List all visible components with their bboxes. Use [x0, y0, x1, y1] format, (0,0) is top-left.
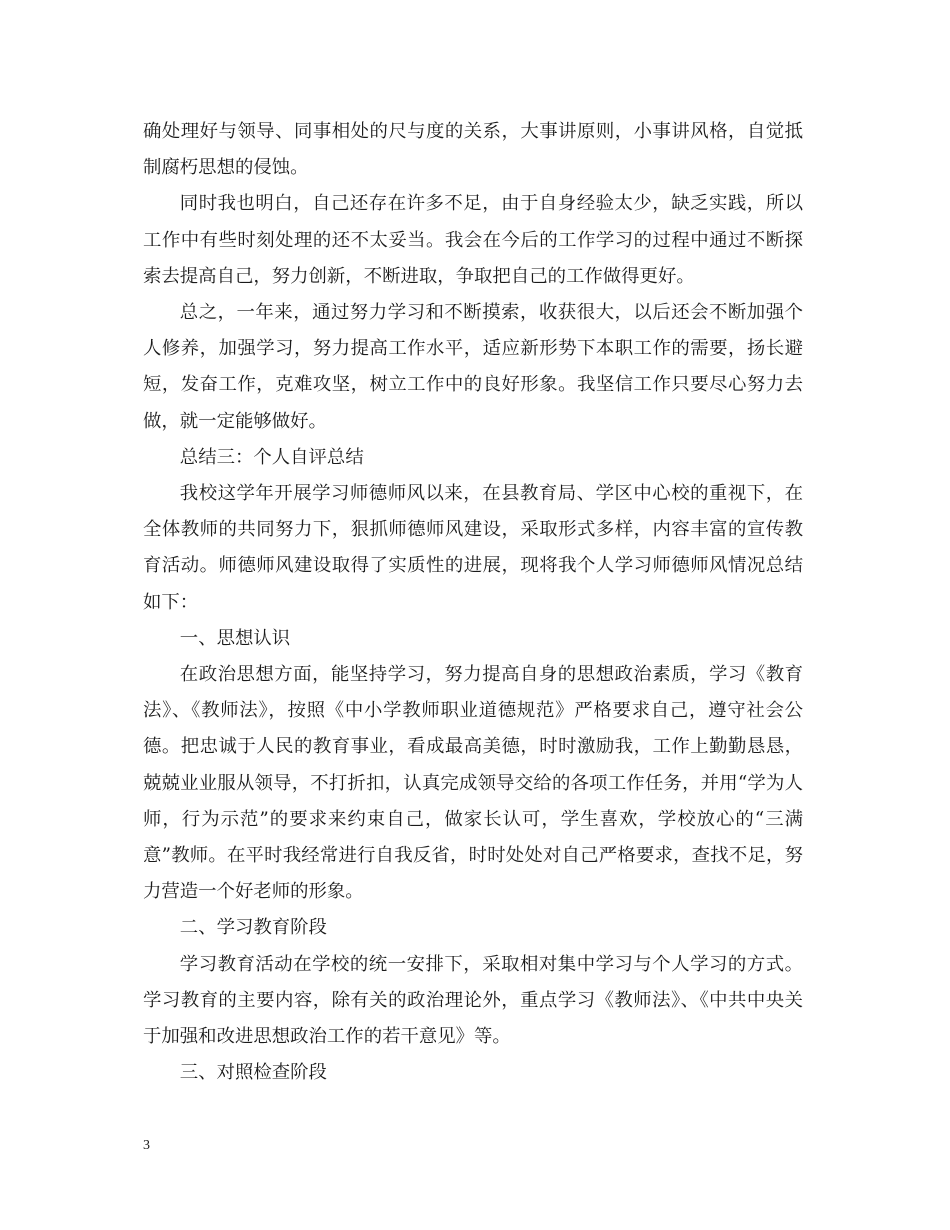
section-heading-review-phase: 三、对照检查阶段 — [179, 1062, 327, 1084]
section-heading-study-phase: 二、学习教育阶段 — [179, 917, 327, 939]
paragraph-1: 确处理好与领导、同事相处的尺与度的关系，大事讲原则，小事讲风格，自觉抵制腐朽思想的侵蚀。 — [143, 121, 803, 179]
page-number: 3 — [143, 1138, 150, 1153]
paragraph-9: 学习教育活动在学校的统一安排下，采取相对集中学习与个人学习的方式。学习教育的主要内容，除有关的政治理论外，重点学习《教师法》、《中共中央关于加强和改进思想政治工作的若干意见》等。 — [143, 953, 803, 1048]
paragraph-3: 总之，一年来，通过努力学习和不断摸索，收获很大，以后还会不断加强个人修养，加强学习，努力提高工作水平，适应新形势下本职工作的需要，扬长避短，发奋工作，克难攻坚，树立工作中的良好形象。我坚信工作只要尽心努力去做，就一定能够做好。 — [143, 302, 803, 432]
section-heading-ideology: 一、思想认识 — [179, 627, 291, 649]
paragraph-5: 我校这学年开展学习师德师风以来，在县教育局、学区中心校的重视下，在全体教师的共同努力下，狠抓师德师风建设，采取形式多样，内容丰富的宣传教育活动。师德师风建设取得了实质性的进展，现将我个人学习师德师风情况总结如下： — [143, 483, 803, 613]
section-heading-summary-three: 总结三：个人自评总结 — [179, 446, 364, 468]
paragraph-7: 在政治思想方面，能坚持学习，努力提高自身的思想政治素质，学习《教育法》、《教师法》，按照《中小学教师职业道德规范》严格要求自己，遵守社会公德。把忠诚于人民的教育事业，看成最高美德，时时激励我，工作上勤勤恳恳，兢兢业业服从领导，不打折扣，认真完成领导交给的各项工作任务，并用“学为人师，行为示范”的要求来约束自己，做家长认可，学生喜欢，学校放心的“三满意”教师。在平时我经常进行自我反省，时时处处对自己严格要求，查找不足，努力营造一个好老师的形象。 — [143, 664, 803, 903]
paragraph-2: 同时我也明白，自己还存在许多不足，由于自身经验太少，缺乏实践，所以工作中有些时刻处理的还不太妥当。我会在今后的工作学习的过程中通过不断探索去提高自己，努力创新，不断进取，争取把自己的工作做得更好。 — [143, 193, 803, 287]
document-body — [143, 114, 803, 1091]
